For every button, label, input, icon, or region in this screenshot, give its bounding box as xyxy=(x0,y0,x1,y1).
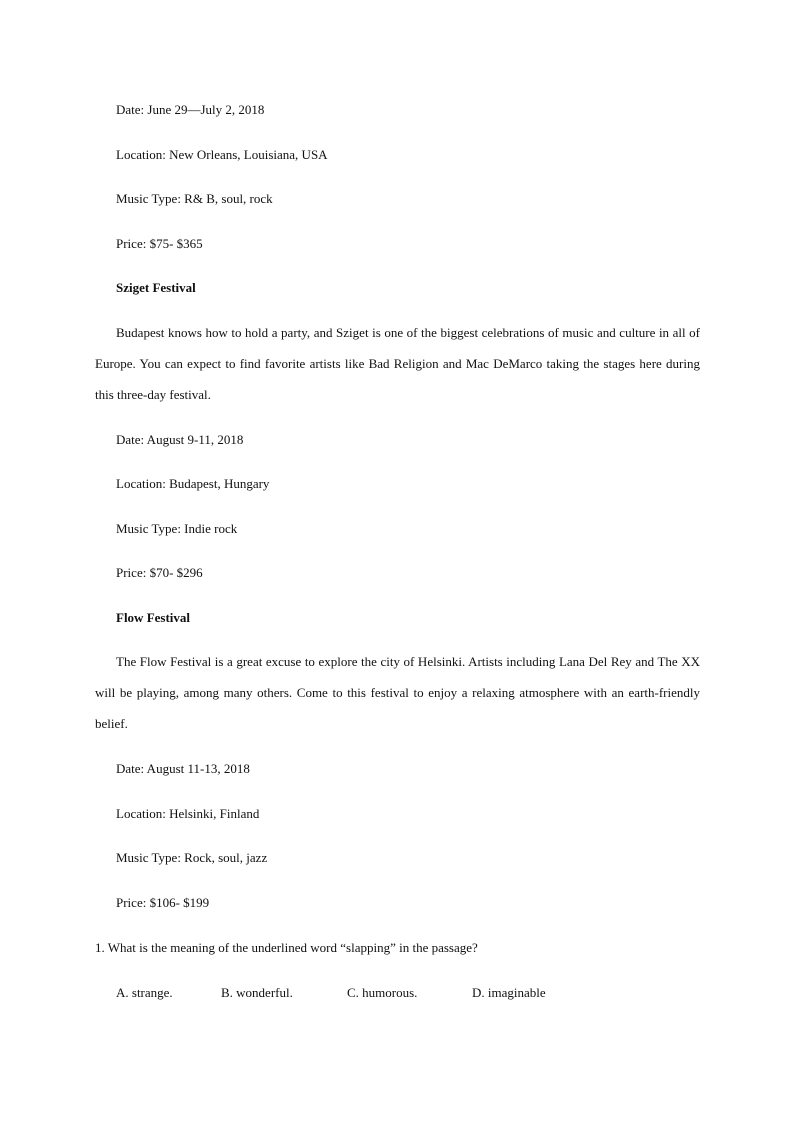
festival1-date: Date: June 29—July 2, 2018 xyxy=(116,102,265,117)
festival2-location: Location: Budapest, Hungary xyxy=(116,476,270,491)
festival2-description: Budapest knows how to hold a party, and Sziget is one of the biggest celebrations of music and culture in all of Europe. You can expect to find favorite artists like Bad Religion and Mac DeMarco taking the stages here during this three-day festival. xyxy=(95,325,700,402)
festival3-music-type: Music Type: Rock, soul, jazz xyxy=(116,850,268,865)
festival2-price: Price: $70- $296 xyxy=(116,565,203,580)
question-1-option-b: B. wonderful. xyxy=(221,985,293,1000)
question-1-option-a: A. strange. xyxy=(116,985,173,1000)
festival3-location: Location: Helsinki, Finland xyxy=(116,806,260,821)
festival3-price: Price: $106- $199 xyxy=(116,895,210,910)
festival3-title: Flow Festival xyxy=(116,610,191,625)
question-1-text: 1. What is the meaning of the underlined word “slapping” in the passage? xyxy=(95,940,478,955)
festival2-title: Sziget Festival xyxy=(116,280,196,295)
question-1-option-d: D. imaginable xyxy=(472,985,546,1000)
festival1-price: Price: $75- $365 xyxy=(116,236,203,251)
festival3-description: The Flow Festival is a great excuse to explore the city of Helsinki. Artists including Lana Del Rey and The XX will be playing, among many others. Come to this festival to enjoy a relaxing atmosphere with an earth-friendly belief. xyxy=(95,654,700,731)
festival1-location: Location: New Orleans, Louisiana, USA xyxy=(116,147,328,162)
festival2-date: Date: August 9-11, 2018 xyxy=(116,432,244,447)
festival3-date: Date: August 11-13, 2018 xyxy=(116,761,250,776)
festival2-music-type: Music Type: Indie rock xyxy=(116,521,238,536)
festival1-music-type: Music Type: R& B, soul, rock xyxy=(116,191,273,206)
question-1-option-c: C. humorous. xyxy=(347,985,418,1000)
